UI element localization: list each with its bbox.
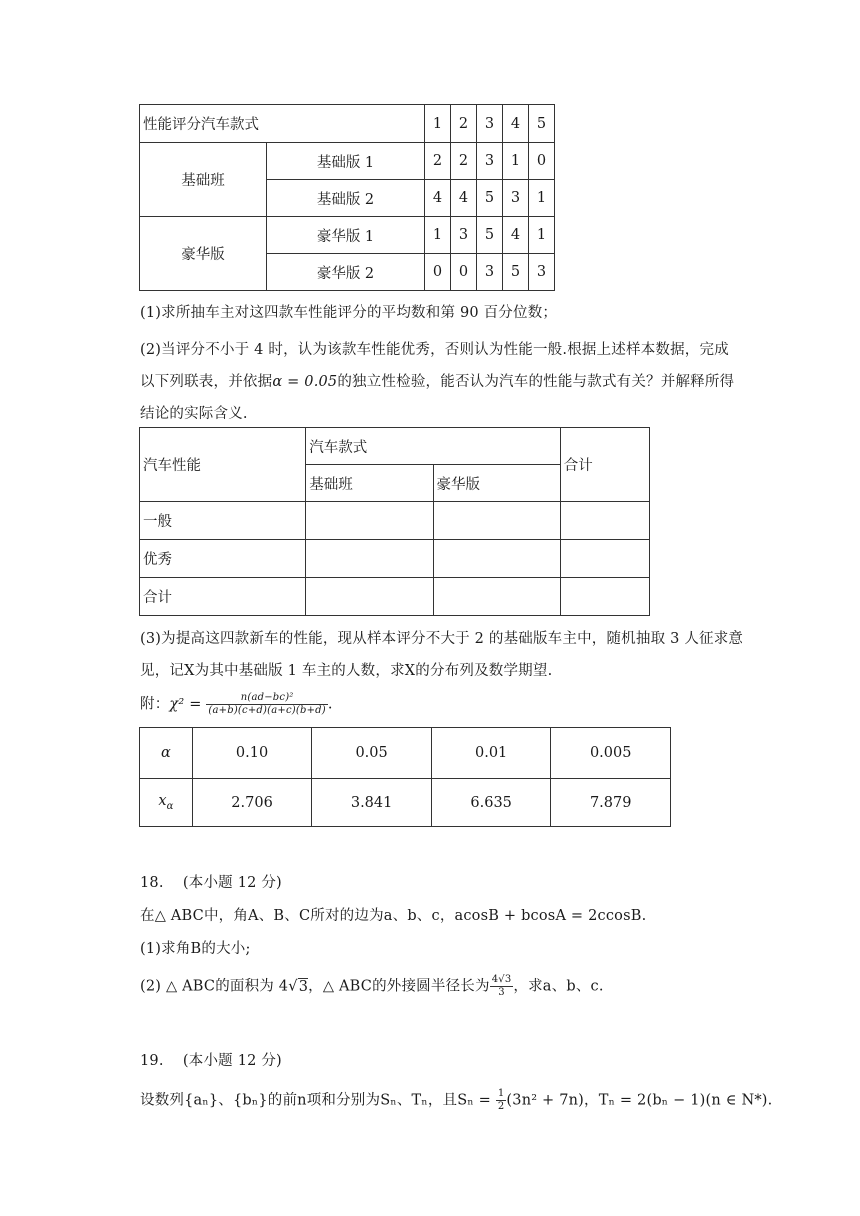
q2-text-b: ，△ ABC的外接圆半径长为 [308,978,490,995]
blank-cell [433,540,560,578]
q2-text-a: (2) △ ABC的面积为 4 [140,978,289,995]
stem-text-a: 设数列{aₙ}、{bₙ}的前n项和分别为Sₙ、Tₙ，且Sₙ = [140,1092,492,1109]
blank-cell [433,578,560,616]
cell: 4 [503,217,529,254]
critical-value: 6.635 [431,779,551,827]
cell: 1 [425,217,451,254]
cell: 0 [529,143,555,180]
q2-text-b: 的独立性检验，能否认为汽车的性能与款式有关？并解释所得 [337,374,735,390]
cell: 5 [477,217,503,254]
row-label: 豪华版 2 [267,254,425,291]
problem-score: (本小题 12 分) [182,875,282,891]
problem-19-stem [140,1088,772,1113]
problem-number: 19. [140,1053,164,1069]
row-label: 基础版 1 [267,143,425,180]
critical-value: 7.879 [551,779,671,827]
cell: 3 [503,180,529,217]
row-label: 一般 [140,502,306,540]
contingency-table [139,427,650,616]
chi-symbol: χ² = [169,696,202,713]
cell: 3 [529,254,555,291]
cell: 3 [477,143,503,180]
cell: 1 [529,217,555,254]
stem-text-b: (3n² + 7n)，Tₙ = 2(bₙ − 1)(n ∈ N*). [506,1092,773,1109]
cell: 2 [451,143,477,180]
cell: 5 [503,254,529,291]
x-alpha-label [140,779,193,827]
chi-fraction [206,692,327,717]
fraction-denominator: 3 [498,987,505,998]
blank-cell [433,502,560,540]
row-label: 基础版 2 [267,180,425,217]
group-label: 豪华版 [140,217,267,291]
alpha-value: 0.01 [431,728,551,779]
cell: 1 [503,143,529,180]
q2-text-c: ，求a、b、c. [513,978,604,995]
cell: 1 [529,180,555,217]
score-col: 5 [529,105,555,143]
problem-18-stem: 在△ ABC中，角A、B、C所对的边为a、b、c，acosB + bcosA = 2ccosB. [140,908,647,924]
problem-18-q1: (1)求角B的大小; [140,941,251,957]
fraction-denominator: (a+b)(c+d)(a+c)(b+d) [208,705,326,716]
problem-score: (本小题 12 分) [182,1053,282,1069]
alpha-subscript: α [166,800,174,812]
blank-cell [306,578,433,616]
question-2-line3: 结论的实际含义. [140,406,248,422]
cell: 2 [425,143,451,180]
critical-value-table [139,727,671,827]
col-group-header: 汽车款式 [306,428,561,465]
row-label: 豪华版 1 [267,217,425,254]
cell: 3 [477,254,503,291]
question-2-line1: (2)当评分不小于 4 时，认为该款车性能优秀，否则认为性能一般.根据上述样本数据，完成 [140,342,729,358]
total-col-header: 合计 [560,428,649,502]
score-col: 2 [451,105,477,143]
col-header: 基础班 [306,465,433,502]
question-2-line2 [140,370,734,391]
appendix-suffix: . [327,696,333,713]
sqrt-radicand: 3 [298,978,309,995]
score-table [139,104,555,291]
row-header: 汽车性能 [140,428,306,502]
fraction-denominator: 2 [497,1101,505,1112]
alpha-label: α [140,728,193,779]
radius-fraction [490,974,514,999]
alpha-value: 0.05 [312,728,432,779]
group-label: 基础班 [140,143,267,217]
cell: 0 [425,254,451,291]
score-col: 3 [477,105,503,143]
question-3-line2: 见，记X为其中基础版 1 车主的人数，求X的分布列及数学期望. [140,663,553,679]
problem-18-header [140,871,282,892]
x-symbol: x [158,793,167,810]
problem-19-header [140,1049,282,1070]
problem-number: 18. [140,875,164,891]
fraction-numerator: 4√3 [491,974,512,985]
col-header: 豪华版 [433,465,560,502]
critical-value: 2.706 [192,779,312,827]
blank-cell [560,540,649,578]
appendix-formula [140,692,333,717]
score-col: 1 [425,105,451,143]
question-3-line1: (3)为提高这四款新车的性能，现从样本评分不大于 2 的基础版车主中，随机抽取 3 人征求意 [140,631,744,647]
critical-value: 3.841 [312,779,432,827]
fraction-numerator: n(ad−bc)² [206,692,327,705]
question-1: (1)求所抽车主对这四款车性能评分的平均数和第 90 百分位数； [140,305,558,321]
alpha-expression: α = 0.05 [272,374,338,390]
blank-cell [560,578,649,616]
blank-cell [306,540,433,578]
appendix-prefix: 附： [140,696,170,713]
score-table-header: 性能评分汽车款式 [140,105,425,143]
cell: 4 [451,180,477,217]
score-col: 4 [503,105,529,143]
row-label: 合计 [140,578,306,616]
blank-cell [306,502,433,540]
sqrt-sign: √ [288,978,298,995]
half-fraction [496,1088,507,1113]
alpha-value: 0.005 [551,728,671,779]
blank-cell [560,502,649,540]
cell: 4 [425,180,451,217]
row-label: 优秀 [140,540,306,578]
alpha-value: 0.10 [192,728,312,779]
cell: 5 [477,180,503,217]
cell: 3 [451,217,477,254]
problem-18-q2 [140,974,604,999]
cell: 0 [451,254,477,291]
q2-text-a: 以下列联表，并依据 [140,374,273,390]
fraction-numerator: 1 [497,1088,505,1099]
